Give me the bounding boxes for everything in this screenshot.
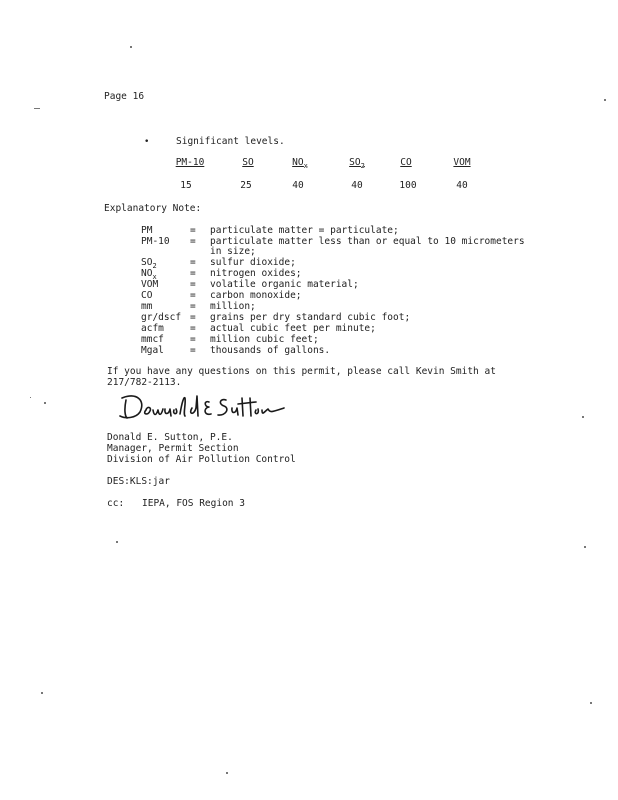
scan-speck xyxy=(34,108,40,109)
closing-phone: 217/782-2113. xyxy=(107,377,182,388)
table-header: $NO_x$ xyxy=(292,157,308,170)
scan-speck xyxy=(30,397,31,398)
table-cell: 40 xyxy=(292,180,304,191)
list-item-continuation: in size; xyxy=(210,246,256,257)
scan-speck xyxy=(130,46,132,48)
table-header: PM-10 xyxy=(175,157,205,168)
list-item: Mgal = thousands of gallons. xyxy=(141,345,331,356)
scan-speck xyxy=(44,402,46,404)
signer-title: Manager, Permit Section xyxy=(107,443,239,454)
table-header: VOM xyxy=(453,157,471,168)
explanatory-note-heading: Explanatory Note: xyxy=(104,203,202,214)
reference-initials: DES:KLS:jar xyxy=(107,476,170,487)
scan-speck xyxy=(584,546,586,548)
signature-image xyxy=(116,388,296,424)
table-cell: 40 xyxy=(456,180,468,191)
significant-levels-title: Significant levels. xyxy=(176,136,285,147)
signer-name: Donald E. Sutton, P.E. xyxy=(107,432,233,443)
list-item: PM-10 = particulate matter less than or equal to 10 micrometers xyxy=(141,236,525,247)
list-item: PM = particulate matter = particulate; xyxy=(141,225,399,236)
list-item: $SO_2$ = sulfur dioxide; xyxy=(141,257,296,270)
list-item: $NO_x$ = nitrogen oxides; xyxy=(141,268,302,281)
list-item: mm = million; xyxy=(141,301,256,312)
list-item: CO = carbon monoxide; xyxy=(141,290,302,301)
signer-division: Division of Air Pollution Control xyxy=(107,454,296,465)
scan-speck xyxy=(582,416,584,418)
table-header: SO xyxy=(242,157,254,168)
scan-speck xyxy=(590,702,592,704)
table-cell: 100 xyxy=(399,180,417,191)
scan-speck xyxy=(41,692,43,694)
table-header: $SO_2$ xyxy=(349,157,365,170)
list-item: VOM = volatile organic material; xyxy=(141,279,359,290)
scan-speck xyxy=(116,541,118,543)
scan-speck xyxy=(604,99,606,101)
scan-speck xyxy=(226,772,228,774)
page-number: Page 16 xyxy=(104,91,145,102)
cc-label: cc: xyxy=(107,498,125,509)
list-item: gr/dscf = grains per dry standard cubic foot; xyxy=(141,312,411,323)
table-cell: 40 xyxy=(351,180,363,191)
table-header: CO xyxy=(400,157,412,168)
list-item: acfm = actual cubic feet per minute; xyxy=(141,323,376,334)
bullet-icon: • xyxy=(144,137,150,147)
cc-recipient: IEPA, FOS Region 3 xyxy=(142,498,245,509)
list-item: mmcf = million cubic feet; xyxy=(141,334,319,345)
closing-line: If you have any questions on this permit, please call Kevin Smith at xyxy=(107,366,496,377)
table-cell: 15 xyxy=(180,180,192,191)
table-cell: 25 xyxy=(240,180,252,191)
